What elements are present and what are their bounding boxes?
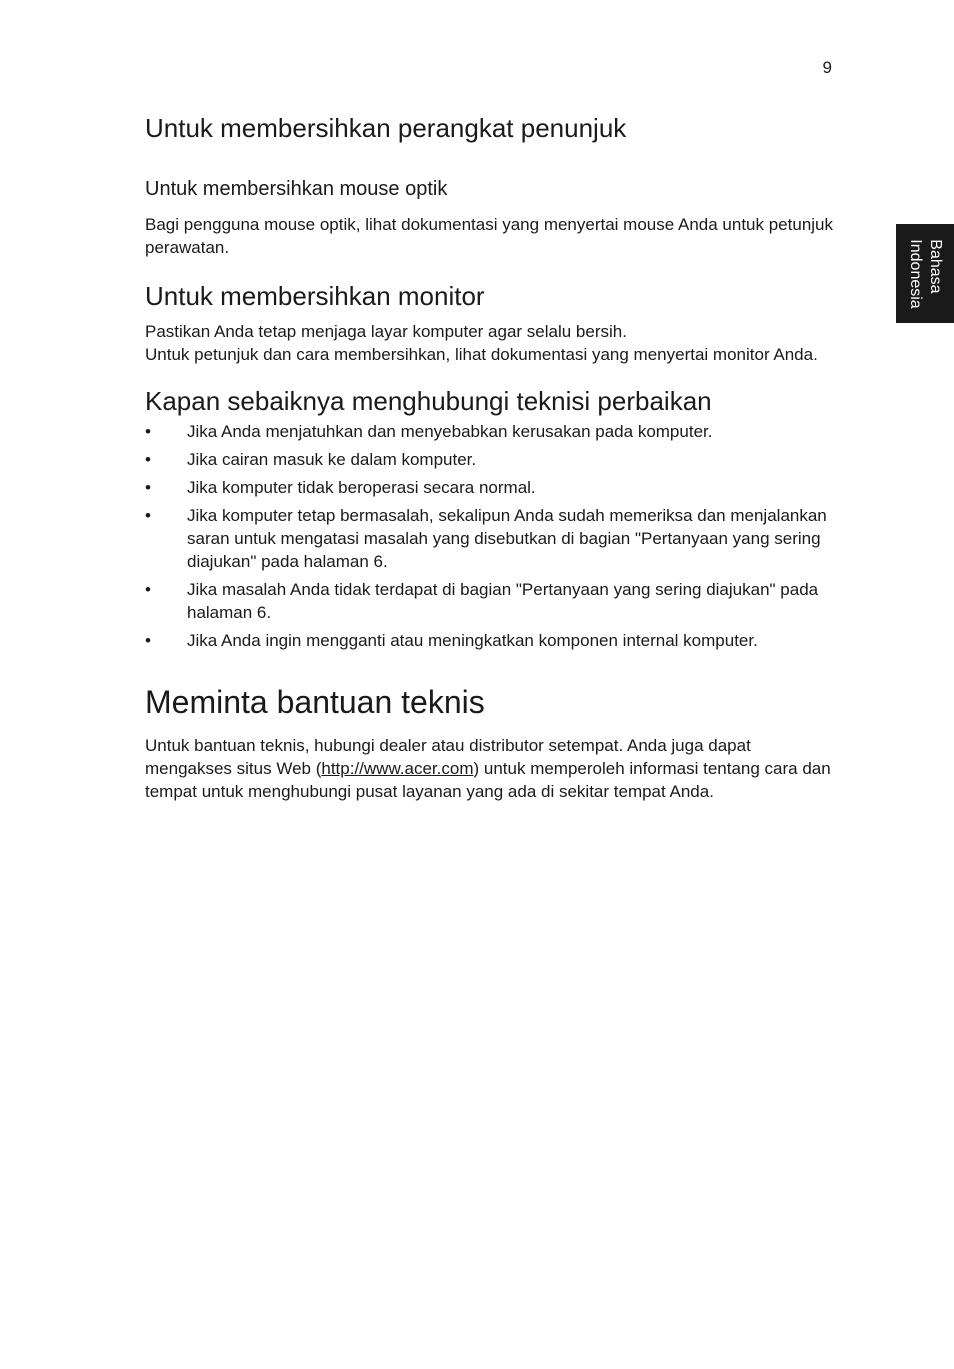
paragraph-monitor-line-1: Pastikan Anda tetap menjaga layar komputer agar selalu bersih. (145, 322, 627, 341)
list-item (145, 578, 835, 624)
list-item (145, 504, 835, 573)
page-number: 9 (822, 58, 832, 77)
list-item-text: Jika Anda ingin mengganti atau meningkatkan komponen internal komputer. (187, 631, 758, 650)
list-item-text: Jika cairan masuk ke dalam komputer. (187, 450, 477, 469)
paragraph-optical-mouse: Bagi pengguna mouse optik, lihat dokumentasi yang menyertai mouse Anda untuk petunjuk perawatan. (145, 215, 834, 257)
heading-pointing-device: Untuk membersihkan perangkat penunjuk (145, 113, 627, 143)
bullet-icon: • (145, 631, 151, 650)
support-text-after-link: ) untuk memperoleh informasi tentang cara dan tempat untuk menghubungi pusat layanan yang ada di sekitar tempat Anda. (145, 759, 831, 801)
list-item-text: Jika Anda menjatuhkan dan menyebabkan kerusakan pada komputer. (187, 422, 713, 441)
paragraph-monitor-line-2: Untuk petunjuk dan cara membersihkan, lihat dokumentasi yang menyertai monitor Anda. (145, 345, 818, 364)
bullet-icon: • (145, 580, 151, 599)
side-tab-line-1: Bahasa (927, 238, 944, 294)
list-item (145, 629, 835, 652)
list-item (145, 476, 835, 499)
list-item (145, 420, 835, 443)
bullet-icon: • (145, 506, 151, 525)
language-side-tab (896, 224, 954, 323)
list-item-text: Jika masalah Anda tidak terdapat di bagian "Pertanyaan yang sering diajukan" pada halaman 6. (187, 580, 819, 622)
list-item (145, 448, 835, 471)
subheading-optical-mouse: Untuk membersihkan mouse optik (145, 178, 448, 200)
acer-website-link[interactable]: http://www.acer.com (321, 759, 474, 778)
list-item-text: Jika komputer tidak beroperasi secara normal. (187, 478, 536, 497)
list-item-text: Jika komputer tetap bermasalah, sekalipun Anda sudah memeriksa dan menjalankan saran untuk mengatasi masalah yang disebutkan di bagian "Pertanyaan yang sering diajukan" pada halaman 6. (187, 506, 827, 571)
page-content (145, 112, 835, 803)
support-text-before-link: Untuk bantuan teknis, hubungi dealer atau distributor setempat. Anda juga dapat mengakses situs Web ( (145, 736, 751, 778)
heading-monitor: Untuk membersihkan monitor (145, 281, 485, 311)
side-tab-line-2: Indonesia (907, 238, 924, 309)
bullet-icon: • (145, 422, 151, 441)
language-side-tab-label (905, 239, 945, 308)
heading-service-technician: Kapan sebaiknya menghubungi teknisi perbaikan (145, 386, 712, 416)
bullet-icon: • (145, 450, 151, 469)
heading-technical-support: Meminta bantuan teknis (145, 684, 485, 720)
paragraph-technical-support (145, 734, 835, 803)
bullet-icon: • (145, 478, 151, 497)
service-bullet-list (145, 420, 835, 652)
